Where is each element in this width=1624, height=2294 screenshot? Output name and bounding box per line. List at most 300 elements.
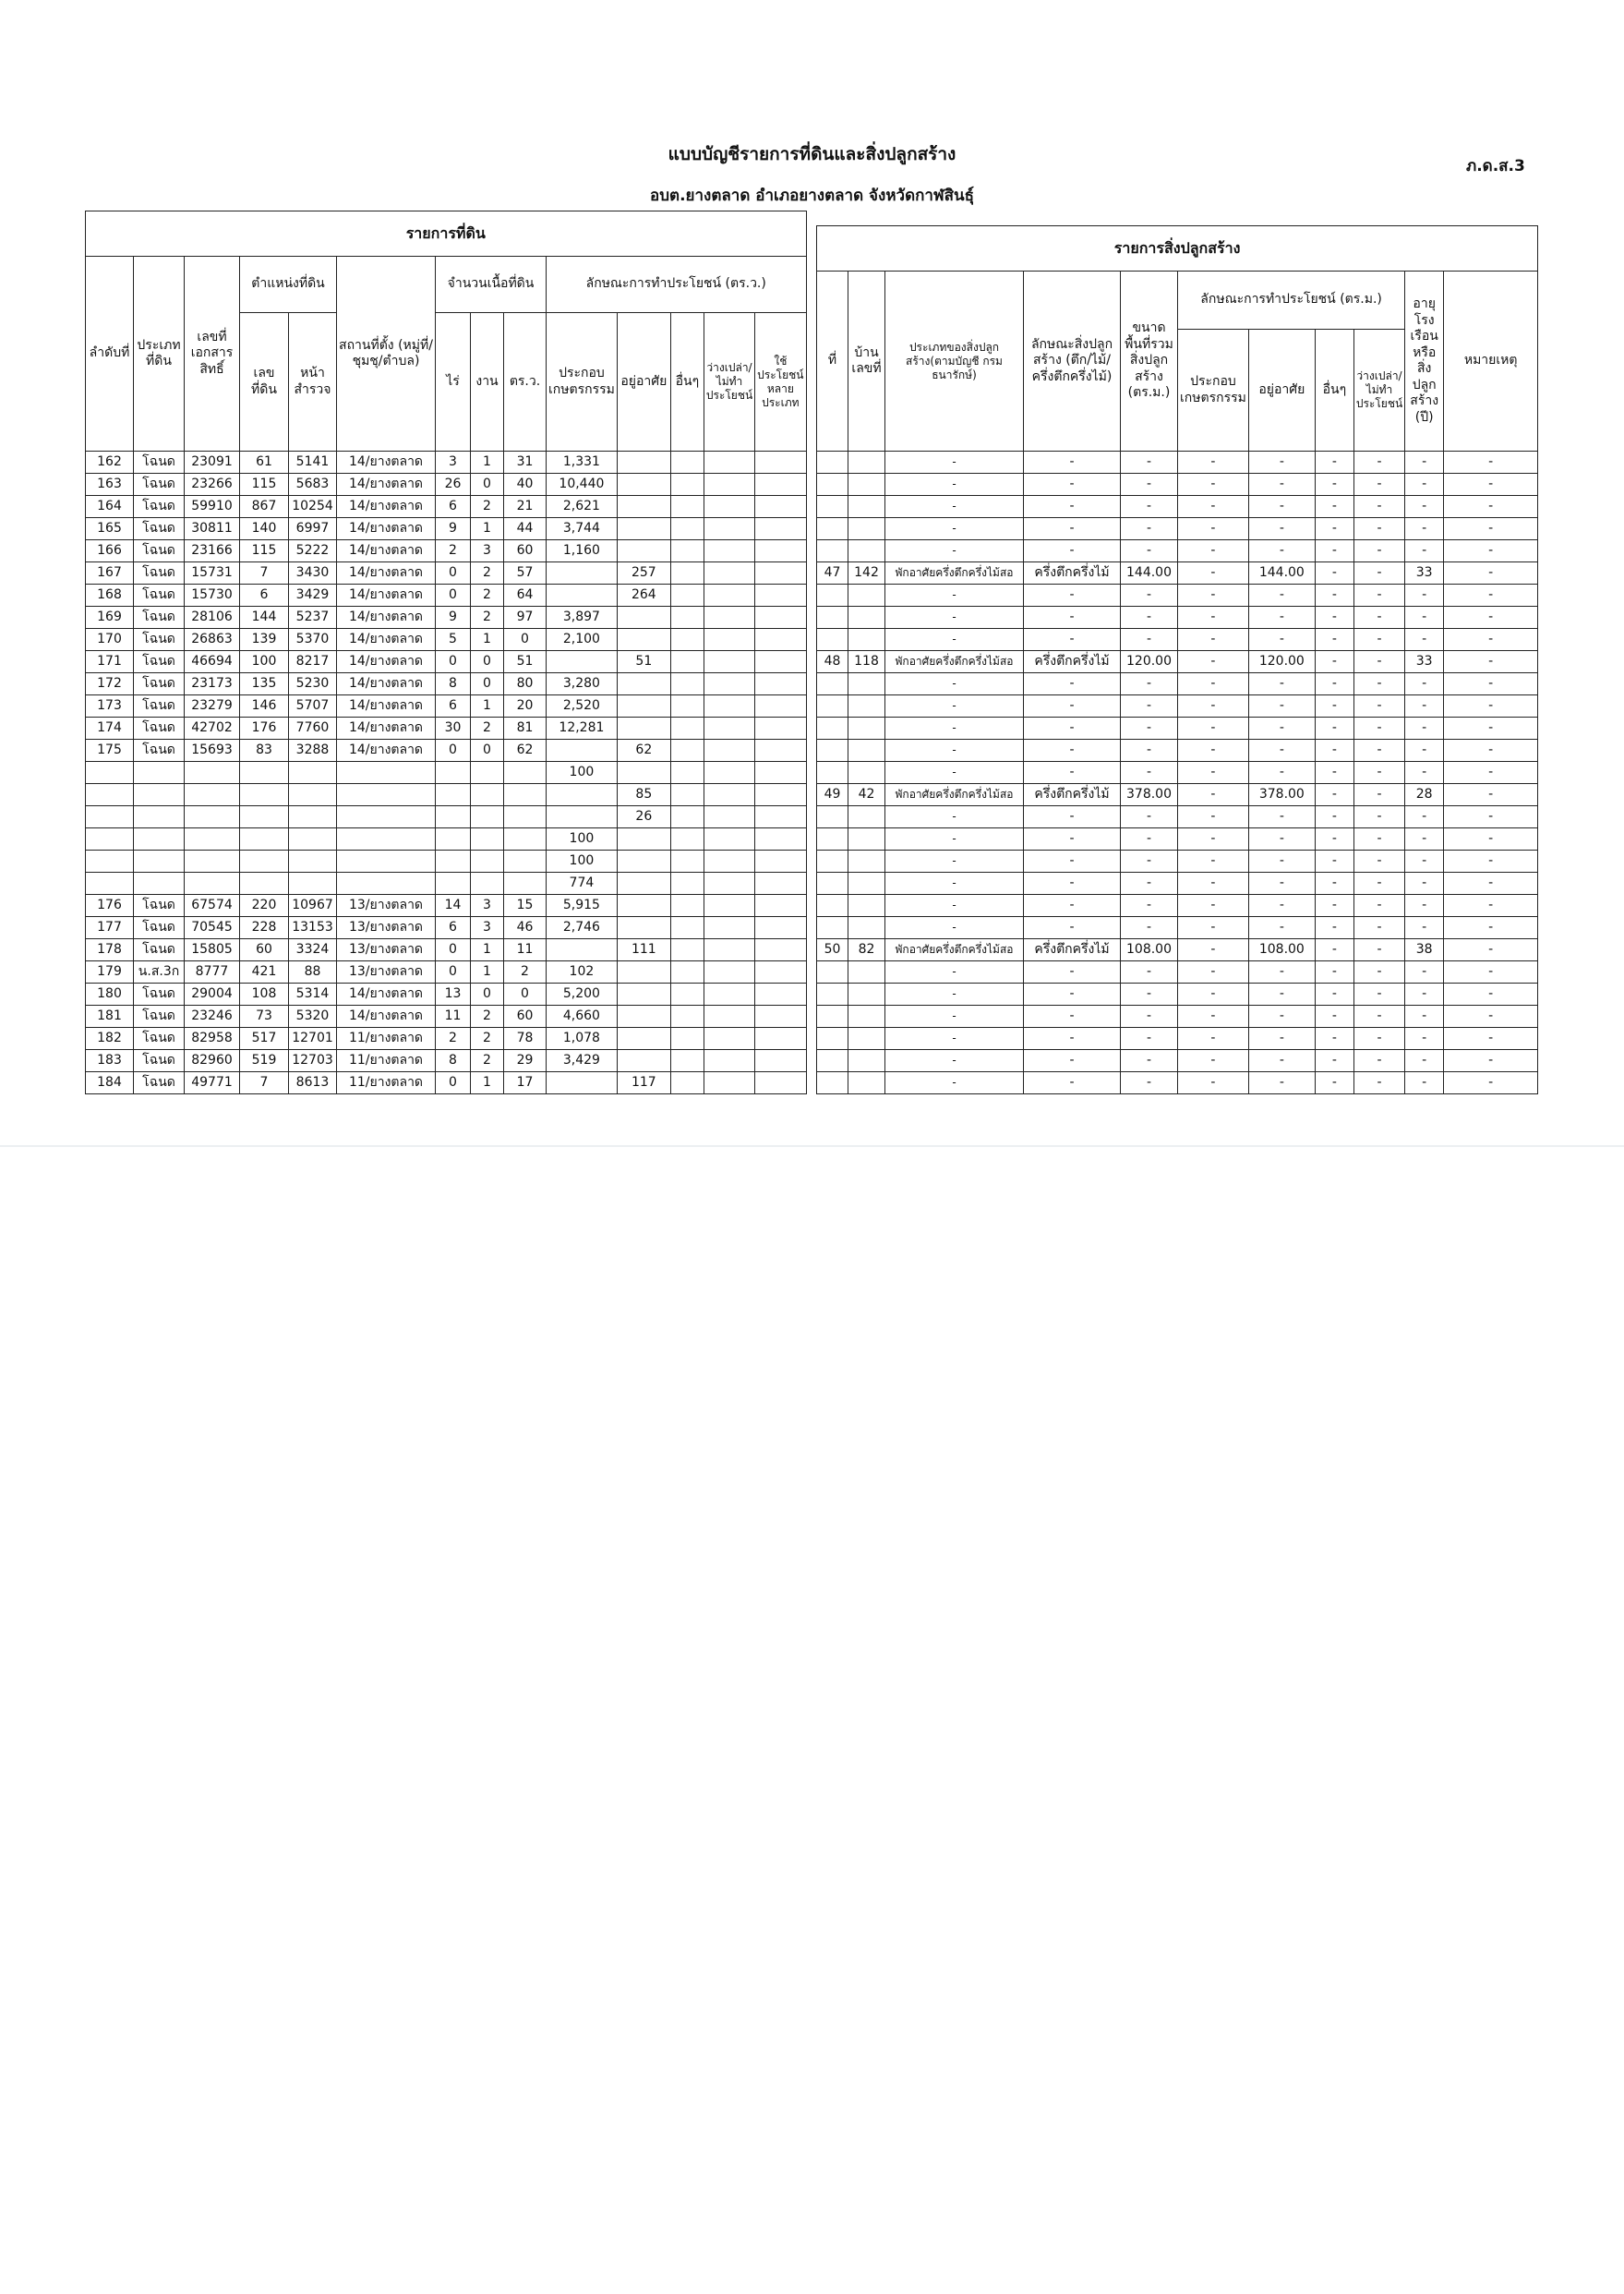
land-cell-empty [704, 895, 754, 917]
land-cell-no: 175 [86, 740, 134, 762]
building-row [817, 851, 1538, 873]
bld-cell-kind: พักอาศัยครึ่งตึกครึ่งไม้สอ [885, 784, 1024, 806]
land-hdr-rai: ไร่ [436, 313, 471, 452]
land-cell-rai [436, 873, 471, 895]
bld-cell-char: - [1024, 806, 1121, 828]
land-cell-empty [755, 474, 806, 496]
bld-cell-size: - [1121, 873, 1178, 895]
land-cell-doc: 23266 [185, 474, 240, 496]
land-cell-no: 164 [86, 496, 134, 518]
land-cell-loc: 14/ยางตลาด [337, 474, 436, 496]
bld-cell-kind: - [885, 629, 1024, 651]
land-cell-no [86, 873, 134, 895]
land-cell-type: โฉนด [134, 607, 185, 629]
bld-cell-size: - [1121, 1006, 1178, 1028]
bld-cell-char: - [1024, 1006, 1121, 1028]
bld-cell-age: - [1405, 695, 1444, 718]
land-cell-empty [755, 806, 806, 828]
bld-cell-resid: - [1248, 806, 1315, 828]
land-cell-land_no: 867 [240, 496, 289, 518]
land-cell-doc: 23173 [185, 673, 240, 695]
land-cell-empty [670, 984, 704, 1006]
land-cell-empty [755, 496, 806, 518]
bld-cell-agri: - [1178, 718, 1249, 740]
bld-cell-remark: - [1444, 518, 1538, 540]
land-cell-resid [617, 695, 670, 718]
bld-cell-resid: - [1248, 873, 1315, 895]
land-cell-land_no: 135 [240, 673, 289, 695]
land-cell-doc [185, 873, 240, 895]
bld-cell-age: - [1405, 518, 1444, 540]
land-cell-empty [704, 1006, 754, 1028]
land-cell-wa: 64 [504, 585, 547, 607]
bld-hdr-vacant: ว่างเปล่า/ไม่ทำประโยชน์ [1353, 330, 1404, 452]
land-cell-loc: 14/ยางตลาด [337, 695, 436, 718]
land-cell-page: 6997 [289, 518, 337, 540]
land-hdr-mixed: ใช้ประโยชน์หลายประเภท [755, 313, 806, 452]
bld-cell-resid: 120.00 [1248, 651, 1315, 673]
bld-cell-char: - [1024, 518, 1121, 540]
bld-cell-char: - [1024, 895, 1121, 917]
bld-cell-remark: - [1444, 540, 1538, 562]
bld-cell-char: ครึ่งตึกครึ่งไม้ [1024, 784, 1121, 806]
land-cell-resid [617, 762, 670, 784]
bld-cell-house [848, 806, 885, 828]
land-cell-wa: 57 [504, 562, 547, 585]
land-cell-empty [755, 939, 806, 961]
bld-cell-size: - [1121, 1028, 1178, 1050]
land-cell-ngan: 3 [471, 540, 504, 562]
bld-cell-agri: - [1178, 917, 1249, 939]
bld-cell-agri: - [1178, 784, 1249, 806]
bld-cell-kind: - [885, 718, 1024, 740]
land-cell-empty [704, 629, 754, 651]
bld-cell-other: - [1315, 740, 1353, 762]
land-cell-empty [755, 518, 806, 540]
building-row [817, 895, 1538, 917]
bld-cell-remark: - [1444, 1072, 1538, 1094]
land-cell-no: 162 [86, 452, 134, 474]
land-cell-type: โฉนด [134, 984, 185, 1006]
land-cell-wa: 31 [504, 452, 547, 474]
land-row [86, 474, 807, 496]
bld-cell-char: - [1024, 1072, 1121, 1094]
land-cell-doc: 70545 [185, 917, 240, 939]
bld-cell-resid: 144.00 [1248, 562, 1315, 585]
bld-cell-resid: - [1248, 1050, 1315, 1072]
land-cell-land_no: 6 [240, 585, 289, 607]
land-row [86, 718, 807, 740]
land-cell-doc: 23166 [185, 540, 240, 562]
land-cell-agri: 2,100 [547, 629, 618, 651]
land-cell-doc: 29004 [185, 984, 240, 1006]
bld-cell-other: - [1315, 562, 1353, 585]
building-row [817, 562, 1538, 585]
bld-cell-house [848, 518, 885, 540]
bld-cell-remark: - [1444, 895, 1538, 917]
building-section-title: รายการสิ่งปลูกสร้าง [817, 226, 1538, 272]
bld-hdr-character: ลักษณะสิ่งปลูกสร้าง (ตึก/ไม้/ครึ่งตึกครึ่งไม้) [1024, 272, 1121, 452]
bld-cell-remark: - [1444, 873, 1538, 895]
bld-cell-other: - [1315, 452, 1353, 474]
land-cell-empty [755, 1028, 806, 1050]
land-cell-resid [617, 474, 670, 496]
land-cell-ngan: 0 [471, 651, 504, 673]
bld-cell-no [817, 540, 848, 562]
building-row [817, 762, 1538, 784]
land-cell-wa: 60 [504, 1006, 547, 1028]
land-cell-land_no: 220 [240, 895, 289, 917]
bld-cell-age: - [1405, 673, 1444, 695]
bld-cell-age: - [1405, 1072, 1444, 1094]
land-cell-rai: 2 [436, 540, 471, 562]
land-cell-rai: 26 [436, 474, 471, 496]
land-cell-no: 173 [86, 695, 134, 718]
land-cell-resid [617, 895, 670, 917]
building-row [817, 984, 1538, 1006]
bld-cell-remark: - [1444, 1006, 1538, 1028]
bld-cell-remark: - [1444, 961, 1538, 984]
bld-cell-age: - [1405, 828, 1444, 851]
land-cell-empty [670, 585, 704, 607]
land-cell-agri [547, 806, 618, 828]
bld-cell-house: 142 [848, 562, 885, 585]
bld-cell-other: - [1315, 917, 1353, 939]
bld-cell-kind: - [885, 984, 1024, 1006]
bld-cell-char: - [1024, 474, 1121, 496]
bld-cell-size: - [1121, 629, 1178, 651]
land-cell-wa: 29 [504, 1050, 547, 1072]
land-cell-agri: 1,078 [547, 1028, 618, 1050]
land-cell-wa [504, 762, 547, 784]
land-cell-ngan: 1 [471, 939, 504, 961]
land-cell-ngan: 0 [471, 673, 504, 695]
bld-cell-char: - [1024, 828, 1121, 851]
land-cell-type: โฉนด [134, 718, 185, 740]
land-hdr-vacant: ว่างเปล่า/ไม่ทำประโยชน์ [704, 313, 754, 452]
bld-cell-no [817, 917, 848, 939]
bld-cell-char: - [1024, 1028, 1121, 1050]
land-cell-empty [670, 851, 704, 873]
land-cell-wa: 44 [504, 518, 547, 540]
land-cell-empty [755, 1072, 806, 1094]
bld-cell-kind: - [885, 540, 1024, 562]
land-cell-rai: 8 [436, 673, 471, 695]
land-cell-ngan: 0 [471, 984, 504, 1006]
land-cell-agri: 102 [547, 961, 618, 984]
land-cell-agri: 3,280 [547, 673, 618, 695]
bld-cell-age: - [1405, 607, 1444, 629]
bld-cell-vacant: - [1353, 1072, 1404, 1094]
bld-cell-no [817, 1072, 848, 1094]
bld-cell-size: - [1121, 474, 1178, 496]
bld-cell-kind: - [885, 740, 1024, 762]
land-cell-type: โฉนด [134, 1050, 185, 1072]
land-cell-page: 5141 [289, 452, 337, 474]
land-cell-empty [755, 452, 806, 474]
land-cell-resid: 117 [617, 1072, 670, 1094]
bld-cell-other: - [1315, 762, 1353, 784]
bld-cell-house [848, 961, 885, 984]
land-cell-rai: 0 [436, 562, 471, 585]
land-row [86, 1028, 807, 1050]
land-cell-doc: 30811 [185, 518, 240, 540]
land-cell-agri: 100 [547, 762, 618, 784]
bld-cell-remark: - [1444, 740, 1538, 762]
land-cell-empty [704, 585, 754, 607]
land-cell-no: 177 [86, 917, 134, 939]
bld-cell-house [848, 1072, 885, 1094]
bld-cell-vacant: - [1353, 961, 1404, 984]
land-cell-no: 163 [86, 474, 134, 496]
bld-cell-agri: - [1178, 474, 1249, 496]
land-cell-empty [704, 496, 754, 518]
land-cell-wa: 80 [504, 673, 547, 695]
land-hdr-agri: ประกอบเกษตรกรรม [547, 313, 618, 452]
bld-cell-vacant: - [1353, 939, 1404, 961]
land-cell-page: 3430 [289, 562, 337, 585]
building-row [817, 961, 1538, 984]
land-cell-ngan: 2 [471, 1050, 504, 1072]
land-cell-rai: 6 [436, 917, 471, 939]
building-row [817, 718, 1538, 740]
bld-cell-no [817, 695, 848, 718]
land-cell-empty [704, 718, 754, 740]
land-cell-no: 167 [86, 562, 134, 585]
bld-cell-agri: - [1178, 762, 1249, 784]
land-cell-page [289, 851, 337, 873]
land-cell-type: โฉนด [134, 651, 185, 673]
bld-cell-house [848, 1006, 885, 1028]
bld-cell-resid: - [1248, 673, 1315, 695]
land-cell-land_no [240, 851, 289, 873]
bld-cell-vacant: - [1353, 607, 1404, 629]
land-cell-ngan: 1 [471, 695, 504, 718]
land-cell-page: 8613 [289, 1072, 337, 1094]
land-cell-resid: 26 [617, 806, 670, 828]
land-cell-resid [617, 984, 670, 1006]
bld-cell-age: - [1405, 585, 1444, 607]
land-cell-loc: 13/ยางตลาด [337, 917, 436, 939]
land-cell-wa: 51 [504, 651, 547, 673]
bld-cell-size: 378.00 [1121, 784, 1178, 806]
bld-cell-remark: - [1444, 806, 1538, 828]
bld-cell-vacant: - [1353, 895, 1404, 917]
bld-cell-no [817, 762, 848, 784]
land-cell-doc [185, 784, 240, 806]
bld-cell-remark: - [1444, 939, 1538, 961]
land-cell-loc [337, 828, 436, 851]
land-cell-agri: 2,520 [547, 695, 618, 718]
bld-cell-resid: - [1248, 1072, 1315, 1094]
land-cell-resid [617, 1028, 670, 1050]
land-cell-type: โฉนด [134, 740, 185, 762]
land-cell-empty [755, 961, 806, 984]
bld-cell-vacant: - [1353, 806, 1404, 828]
land-cell-empty [670, 740, 704, 762]
land-cell-empty [670, 540, 704, 562]
building-row [817, 1028, 1538, 1050]
land-cell-no: 178 [86, 939, 134, 961]
bld-cell-kind: - [885, 851, 1024, 873]
bld-cell-size: - [1121, 961, 1178, 984]
bld-cell-house [848, 984, 885, 1006]
land-cell-loc: 14/ยางตลาด [337, 629, 436, 651]
bld-cell-remark: - [1444, 1028, 1538, 1050]
land-cell-agri: 100 [547, 828, 618, 851]
land-cell-rai: 11 [436, 1006, 471, 1028]
bld-cell-agri: - [1178, 496, 1249, 518]
land-cell-page [289, 873, 337, 895]
bld-cell-resid: - [1248, 629, 1315, 651]
bld-cell-char: - [1024, 873, 1121, 895]
land-table [85, 211, 807, 1094]
land-cell-empty [670, 673, 704, 695]
land-cell-empty [670, 695, 704, 718]
building-row [817, 540, 1538, 562]
bld-hdr-usage: ลักษณะการทำประโยชน์ (ตร.ม.) [1178, 272, 1405, 330]
land-cell-doc: 26863 [185, 629, 240, 651]
bld-cell-kind: พักอาศัยครึ่งตึกครึ่งไม้สอ [885, 651, 1024, 673]
land-cell-no [86, 828, 134, 851]
land-row [86, 562, 807, 585]
bld-cell-house [848, 873, 885, 895]
land-cell-ngan [471, 873, 504, 895]
land-cell-page: 10254 [289, 496, 337, 518]
land-cell-empty [704, 917, 754, 939]
bld-cell-age: - [1405, 1006, 1444, 1028]
bld-cell-char: - [1024, 917, 1121, 939]
bld-cell-house [848, 540, 885, 562]
bld-cell-kind: - [885, 828, 1024, 851]
bld-cell-char: - [1024, 1050, 1121, 1072]
bld-cell-kind: - [885, 518, 1024, 540]
land-cell-agri: 12,281 [547, 718, 618, 740]
bld-cell-kind: - [885, 695, 1024, 718]
land-cell-wa: 97 [504, 607, 547, 629]
land-cell-agri [547, 784, 618, 806]
land-cell-land_no: 228 [240, 917, 289, 939]
land-cell-ngan: 3 [471, 917, 504, 939]
bld-cell-other: - [1315, 1006, 1353, 1028]
land-cell-page: 13153 [289, 917, 337, 939]
land-cell-loc: 14/ยางตลาด [337, 718, 436, 740]
land-cell-loc: 14/ยางตลาด [337, 740, 436, 762]
bld-cell-char: - [1024, 607, 1121, 629]
land-cell-ngan: 1 [471, 961, 504, 984]
bld-cell-house [848, 452, 885, 474]
bld-cell-age: - [1405, 452, 1444, 474]
land-cell-agri [547, 585, 618, 607]
bld-cell-house [848, 607, 885, 629]
land-row [86, 607, 807, 629]
land-cell-loc: 13/ยางตลาด [337, 939, 436, 961]
land-cell-resid [617, 873, 670, 895]
bld-cell-agri: - [1178, 651, 1249, 673]
land-cell-loc [337, 806, 436, 828]
land-cell-page: 12701 [289, 1028, 337, 1050]
building-row [817, 784, 1538, 806]
bld-cell-kind: - [885, 452, 1024, 474]
bld-cell-age: - [1405, 1028, 1444, 1050]
bld-cell-no [817, 673, 848, 695]
land-cell-empty [670, 1006, 704, 1028]
building-row [817, 939, 1538, 961]
bld-cell-kind: - [885, 1028, 1024, 1050]
land-cell-land_no [240, 784, 289, 806]
bld-cell-other: - [1315, 607, 1353, 629]
land-cell-no: 179 [86, 961, 134, 984]
land-cell-agri: 100 [547, 851, 618, 873]
land-cell-loc: 14/ยางตลาด [337, 651, 436, 673]
bld-cell-no [817, 1006, 848, 1028]
bld-cell-other: - [1315, 651, 1353, 673]
land-row [86, 540, 807, 562]
land-cell-ngan [471, 806, 504, 828]
bld-cell-agri: - [1178, 1028, 1249, 1050]
bld-cell-house [848, 895, 885, 917]
bld-cell-resid: 378.00 [1248, 784, 1315, 806]
bld-cell-remark: - [1444, 1050, 1538, 1072]
bld-cell-other: - [1315, 718, 1353, 740]
bld-cell-remark: - [1444, 984, 1538, 1006]
bld-cell-resid: - [1248, 607, 1315, 629]
land-hdr-position: ตำแหน่งที่ดิน [240, 257, 337, 313]
land-row [86, 784, 807, 806]
land-row [86, 518, 807, 540]
land-cell-empty [755, 718, 806, 740]
land-cell-empty [670, 828, 704, 851]
land-row [86, 851, 807, 873]
bld-cell-resid: - [1248, 851, 1315, 873]
bld-cell-agri: - [1178, 607, 1249, 629]
land-hdr-other: อื่นๆ [670, 313, 704, 452]
bld-cell-size: - [1121, 828, 1178, 851]
land-cell-type: โฉนด [134, 585, 185, 607]
bld-cell-house [848, 851, 885, 873]
building-row [817, 452, 1538, 474]
bld-cell-size: - [1121, 1050, 1178, 1072]
bld-cell-age: - [1405, 718, 1444, 740]
bld-cell-resid: - [1248, 1028, 1315, 1050]
land-cell-ngan [471, 851, 504, 873]
bld-cell-remark: - [1444, 651, 1538, 673]
land-cell-doc [185, 806, 240, 828]
land-cell-rai: 30 [436, 718, 471, 740]
bld-hdr-kind: ประเภทของสิ่งปลูกสร้าง(ตามบัญชี กรมธนารักษ์) [885, 272, 1024, 452]
bld-cell-age: - [1405, 740, 1444, 762]
bld-cell-resid: 108.00 [1248, 939, 1315, 961]
bld-cell-char: - [1024, 673, 1121, 695]
land-cell-wa: 20 [504, 695, 547, 718]
bld-cell-no [817, 452, 848, 474]
land-cell-no: 170 [86, 629, 134, 651]
bld-cell-remark: - [1444, 673, 1538, 695]
land-hdr-wa: ตร.ว. [504, 313, 547, 452]
bld-cell-no [817, 740, 848, 762]
bld-cell-no [817, 496, 848, 518]
land-cell-type: โฉนด [134, 474, 185, 496]
land-cell-land_no: 60 [240, 939, 289, 961]
land-cell-rai: 0 [436, 585, 471, 607]
land-cell-page: 5237 [289, 607, 337, 629]
land-cell-empty [704, 518, 754, 540]
bld-cell-remark: - [1444, 474, 1538, 496]
bld-cell-agri: - [1178, 562, 1249, 585]
land-cell-type: โฉนด [134, 452, 185, 474]
land-hdr-doc: เลขที่เอกสารสิทธิ์ [185, 257, 240, 452]
land-cell-type: โฉนด [134, 917, 185, 939]
